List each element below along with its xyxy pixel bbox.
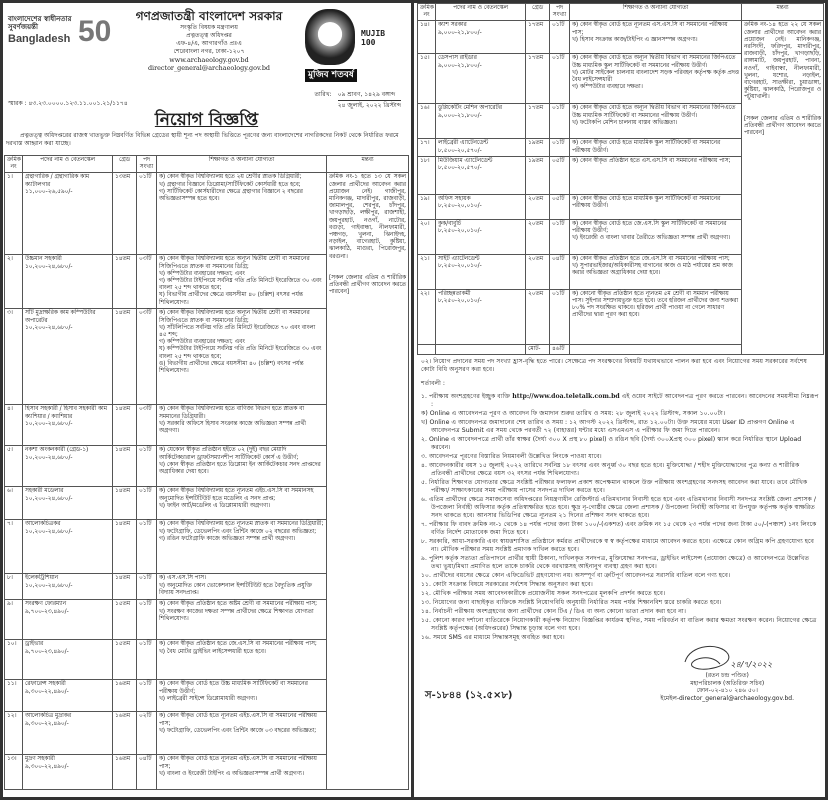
condition-1b: খ) Online এ আবেদনপত্র জমাদানের শেষ তারিখ ও সময় : ১২ আগস্ট ২০২২ খ্রিস্টাব্দ, রাত ১২.০০টা। উক্ত সময়ের মধ্যে User ID প্রাপ্তগণ Online এ আবেদনপত্র Submit এর সময় থেকে পরবর্তী ৭২ (বাহাত্তর) ঘন্টার মধ্যে এসএমএস এ পরীক্ষার ফি জমা দিতে পারবেন। (421, 419, 795, 434)
post-name-cell (23, 600, 113, 640)
salary-scale: ৯,০০০-২১,৮০০/- (438, 112, 482, 119)
post-count: ০১টি (137, 640, 157, 680)
condition-item: ১১. কোটা সংক্রান্ত বিষয়ে সরকারের সর্বশেষ সিদ্ধান্ত অনুসরণ করা হবে। (421, 581, 593, 588)
condition-item: ৩. আবেদনপত্র পূরণের বিস্তারিত নিয়মাবলী উল্লেখিত লিংকে পাওয়া যাবে। (421, 453, 602, 460)
memo-number: স্মারক : ৪৩.২৩.০০০০.১২৩.১১.০০১.২১/১১৭৪ (8, 100, 128, 107)
condition-item: ৮. সরকারি, আধা-সরকারি এবং স্বায়ত্তশাসিত প্রতিষ্ঠানে কর্মরত প্রার্থীদেরকে স্ব স্ব কর্তৃপক্ষের মাধ্যমে আবেদন করতে হবে। এক্ষেত্রে কোন অগ্রিম কপি গ্রহণযোগ্য হবে না। মৌখিক পরীক্ষার সময় সংশ্লিষ্ট প্রমাণক দাখিল করতে হবে। (421, 538, 814, 553)
date-label: তারিখ: (314, 91, 332, 98)
qualification-item: ক) কোন স্বীকৃত প্রতিষ্ঠান হতে অষ্টম শ্রেণী বা সমমানের পরীক্ষায় পাস; (159, 601, 318, 608)
remarks-note: [সকল জেলার এতিম ও শারীরিক প্রতিবন্ধী প্রার্থীগণ আবেদন করতে পারবেন] (329, 274, 406, 296)
page-title: নিয়োগ বিজ্ঞপ্তি (154, 110, 259, 130)
post-count: ০১টি (137, 446, 157, 487)
qualification-item: খ) কোন স্বীকৃত প্রতিষ্ঠান হতে ডিপ্লোমা ইন আর্কিটেকচার সনদ প্রাপ্তদের অগ্রাধিকার দেয়া হবে। (159, 461, 321, 476)
grade: ১৬তম (113, 712, 137, 755)
serial-number: ১৯। (418, 194, 436, 219)
signature-date: ২৪/৭/২০২২ (730, 660, 773, 669)
logo-brand: Bangladesh (8, 33, 71, 45)
qualification-item: ঘ) কম্পিউটার টাইপিংয়ে সর্বনিম্ন গতি প্রতি মিনিটে ইংরেজিতে ৩০ এবং বাংলা ২৫ শব্দ থাকতে হবে; (159, 346, 322, 360)
post-name-cell (23, 255, 113, 309)
grade: ২০তম (526, 219, 550, 254)
salary-scale: ৯,০০০-২১,৮০০/- (438, 29, 482, 36)
post-name: ইলেকট্রিশিয়ান (25, 575, 59, 582)
condition-item: ৬. এতিম প্রার্থীদের ক্ষেত্রে সমাজসেবা অধিদপ্তরের নিয়ন্ত্রণাধীন রেজিস্টার্ড এতিমখানার নিবাসী হতে হবে এবং এতিমখানার নিবাসী সনদপত্র সংশ্লিষ্ট জেলা প্রশাসক / উপজেলা নির্বাহী অফিসার কর্তৃক প্রতিস্বাক্ষরিত হতে হবে। ক্ষুদ্র নৃ-গোষ্ঠীর ক্ষেত্রে জেলা প্রশাসক / উপজেলা নির্বাহী অফিসার বা উপযুক্ত কর্তৃপক্ষ কর্তৃক স্বাক্ষরিত সনদ থাকতে হবে। আনসার ভিডিপির ক্ষেত্রে ন্যূনতম ২১ দিনের প্রশিক্ষণ সনদ থাকতে হবে। (421, 496, 816, 519)
post-name: ড্রাইভার (25, 641, 44, 648)
condition-1a: ক) Online এ আবেদনপত্র পূরণ ও আবেদন ফি জমাদান শুরুর তারিখ ও সময়: ২৮ জুলাই ২০২২ খ্রিস্টাব্দ, সকাল ১০.০০টা। (421, 410, 726, 417)
serial-number: ১৮। (418, 156, 436, 194)
salary-scale: ৯,৭০০-২৩,৪৯০/- (25, 648, 69, 655)
qualifications (157, 487, 327, 520)
logo-text: বাংলাদেশের স্বাধীনতার সুবর্ণজয়ন্তী (8, 15, 72, 31)
ministry: সংস্কৃতি বিষয়ক মন্ত্রণালয় (180, 24, 238, 31)
qualification-item: ক) কোন স্বীকৃত প্রতিষ্ঠান হতে এস.এস.সি বা সমমানের পরীক্ষায় পাস; (572, 157, 731, 164)
post-name: মুদ্রণ সহকারী (25, 756, 55, 763)
signature-icon (680, 642, 740, 676)
post-name-cell (23, 173, 113, 255)
post-name-cell (23, 309, 113, 405)
footer-row (421, 660, 820, 702)
salary-scale: ১০,২০০-২৪,৬৮০/- (25, 454, 73, 461)
qualifications (157, 712, 327, 755)
grade: ২০তম (526, 289, 550, 344)
post-count: ০১টি (550, 21, 570, 54)
government-header (116, 9, 302, 72)
column-header: পদের নাম ও বেতনস্কেল (23, 156, 113, 173)
qualification-item: গ) রঙিন ফটোগ্রাফি কাজে অভিজ্ঞতা সম্পন্ন প্রার্থী অগ্রগণ্য। (159, 535, 296, 542)
condition-item: ১৫. কোনো কারণ দর্শানো ব্যতিরেকে নিয়োগকারী কর্তৃপক্ষ নিয়োগ বিজ্ঞপ্তির কার্যক্রম স্থগিত, সময় পরিবর্তন বা বাতিল করার ক্ষমতা সংরক্ষণ করেন। নিয়োগের ক্ষেত্রে সংশ্লিষ্ট কর্তৃপক্ষের (অধিদপ্তরের) সিদ্ধান্ত চূড়ান্ত বলে গণ্য হবে। (421, 617, 817, 632)
post-name-cell (23, 446, 113, 487)
post-count: ০১টি (550, 54, 570, 104)
post-count: ০৪টি (137, 755, 157, 790)
qualification-item: ক) কোন স্বীকৃত বোর্ড হতে মাধ্যমিক স্কুল সার্টিফিকেট বা সমমানের পরীক্ষায় উত্তীর্ণ। (572, 195, 721, 210)
post-count: ০১টি (550, 289, 570, 344)
post-name-cell (23, 574, 113, 600)
serial-number: ৫। (5, 446, 23, 487)
salary-scale: ৮,২৫০-২০,০১০/- (438, 263, 482, 270)
salary-scale: ৯,৩০০-২২,৪৯০/- (25, 688, 69, 695)
posts-table-left (4, 155, 409, 790)
grade: ১৩তম (113, 173, 137, 255)
condition-item: ১২. মৌখিক পরীক্ষার সময় আবেদনকারীকে প্রয়োজনীয় সকল সনদপত্রের মূলকপি প্রদর্শন করতে হবে। (421, 590, 666, 597)
qualification-item: খ) কম্পিউটার ব্যবহারের দক্ষতা; এবং (159, 270, 245, 277)
qualification-item: ঙ) বিভাগীয় প্রার্থীদের ক্ষেত্রে বয়সসীমা ৪০ (চল্লিশ) বৎসর পর্যন্ত শিথিলযোগ্য। (159, 360, 304, 375)
qualifications (570, 139, 742, 156)
post-count: ০১টি (550, 219, 570, 254)
column-header: পদ সংখ্যা (550, 4, 570, 21)
post-name-cell (23, 487, 113, 520)
post-name: আলোকচিত্র মুদ্রাকর (25, 713, 72, 720)
post-count: ০১টি (137, 173, 157, 255)
post-name: রেফারেন্স সহকারী (25, 681, 66, 688)
post-name-cell (436, 104, 526, 139)
serial-number: ১০। (5, 640, 23, 680)
qualification-item: ক) কোন স্বীকৃত বিশ্ববিদ্যালয় হতে অন্যূন দ্বিতীয় শ্রেণী বা সমমানের সিজিপিএতে স্নাতক বা সমমানের ডিগ্রি; (159, 256, 310, 270)
qualification-item: খ) ফটোগ্রাফি, ডেভেলপিং এবং প্রিন্টিং কাজে ০৩ বছরের অভিজ্ঞতা; (159, 727, 317, 734)
post-name: অফিস সহায়ক (438, 195, 471, 202)
condition-item: ১০. প্রার্থীদের বয়সের ক্ষেত্রে কোন এফিডেভিট গ্রহণযোগ্য নয়। অসম্পূর্ণ বা ত্রুটিপূর্ণ আবেদনপত্র সরাসরি বাতিল বলে গণ্য হবে। (421, 572, 731, 579)
qualification-item: ক) কোন স্বীকৃত প্রতিষ্ঠান হতে জে.এস.সি বা সমমানের পরীক্ষায় পাস; (159, 641, 317, 648)
column-header: শিক্ষাগত ও অন্যান্য যোগ্যতা (570, 4, 742, 21)
grade: ২০তম (526, 254, 550, 289)
note-02: ০২। নিয়োগ প্রদানের সময় পদ সংখ্যা হ্রাস-বৃদ্ধি হতে পারে। সেক্ষেত্রে পদ সংরক্ষণের বিষয়টি যথাযথভাবে পালন করা হবে এবং নিয়োগের সময় সরকারের সর্বশেষ কোটা বিধি অনুসরণ করা হবে। (421, 358, 807, 373)
post-count: ০১টি (137, 574, 157, 600)
qualification-item: ক) কোন স্বীকৃত বিশ্ববিদ্যালয় হতে ন্যূনতম স্নাতক বা সমমানের ডিগ্রিধারী; (159, 521, 324, 528)
serial-number: ১১। (5, 680, 23, 712)
website: www.archaeology.gov.bd (169, 56, 249, 64)
signatory-name: (রতন চন্দ্র পণ্ডিত) (705, 672, 749, 679)
qualifications (570, 54, 742, 104)
signature-block (660, 660, 794, 702)
salary-scale: ৯,৩০০-২২,৪৯০/- (25, 763, 69, 770)
qualifications (570, 194, 742, 219)
qualifications (157, 574, 327, 600)
column-header: ক্রমিক নং (5, 156, 23, 173)
condition-item: ১৪. নির্বাচনী পরীক্ষায় অংশগ্রহণের জন্য প্রার্থীদের কোন টিএ / ডিএ বা অন্য কোনো ভাতা প্রদান করা হবে না। (421, 608, 686, 615)
post-name-cell (436, 156, 526, 194)
salary-scale: ১০,২০০-২৪,৬৮০/- (25, 495, 73, 502)
post-name-cell (23, 712, 113, 755)
qualification-item: ক) কোন স্বীকৃত বিশ্ববিদ্যালয় হতে অন্যূন দ্বিতীয় শ্রেণী বা সমমানের সিজিপিএতে স্নাতক বা সমমানের ডিগ্রি; (159, 310, 310, 324)
table-header (5, 156, 409, 173)
qualification-item: খ) মোটর সাইকেল চালনায় বাংলাদেশ সড়ক পরিবহন কর্তৃপক্ষ কর্তৃক প্রদত্ত বৈধ লাইসেন্সধারী (572, 69, 739, 84)
mujib-logo-bn: মুজিব শতবর্ষ (305, 69, 357, 82)
post-name: উচ্চমান সহকারী (25, 256, 62, 263)
post-count: ০৪টি (550, 254, 570, 289)
column-header: মন্তব্য (742, 4, 824, 21)
qualifications (157, 309, 327, 405)
qualifications (157, 640, 327, 680)
post-name: ডেসপাস রাইডার (438, 55, 477, 62)
condition-item: ৯. পুলিশ কর্তৃক সত্যতা প্রতিপাদনে প্রার্থীর স্থায়ী ঠিকানা, দাখিলকৃত সনদপত্র, মুক্তিযোদ্ধা সনদপত্র, ড্রাইভিং লাইসেন্স (প্রযোজ্য ক্ষেত্রে) ও আবেদনপত্রে উল্লেখিত তথ্য ভুয়া/মিথ্যা প্রমাণিত হলে তাকে চাকরি থেকে বরখাস্তসহ আইনানুগ ব্যবস্থা গ্রহণ করা হবে। (421, 555, 810, 570)
qualification-item: ক) কোন স্বীকৃত বিশ্ববিদ্যালয় হতে ২য় শ্রেণীর স্নাতক ডিগ্রিধারী; (159, 174, 302, 181)
post-count: ০১টি (550, 104, 570, 139)
grade: ১৫তম (113, 600, 137, 640)
post-name-cell (436, 254, 526, 289)
signatory-designation: মহাপরিচালক (অতিরিক্ত সচিব) (690, 679, 765, 687)
grade: ১৯তম (526, 139, 550, 156)
post-name: ক্যাশ সরকার (438, 22, 467, 29)
grade: ১৪তম (113, 520, 137, 574)
left-column (4, 3, 409, 797)
grade: ১৪তম (113, 446, 137, 487)
letterhead (4, 3, 409, 155)
post-count: ০১টি (137, 520, 157, 574)
email: director_general@archaeology.gov.bd (147, 64, 271, 72)
post-count: ০৩টি (137, 309, 157, 405)
qualifications (570, 219, 742, 254)
column-header: পদ সংখ্যা (137, 156, 157, 173)
mujib-logo-en: MUJIB 100 (361, 29, 386, 47)
post-name-cell (23, 405, 113, 446)
qualification-item: খ) হিসাব সংক্রান্ত কাজ/টাইপিং এ জ্ঞানসম্পন্ন অগ্রগণ্য। (572, 36, 698, 43)
total-label: মোট- (526, 344, 550, 354)
qualifications (570, 289, 742, 344)
grade: ১৭তম (526, 104, 550, 139)
condition-1-text-2: এই ওয়েব সাইটে আবেদনপত্র পূরণ করতে পারবেন। আবেদনের সময়সীমা নিম্নরূপ : (431, 393, 819, 408)
grade: ২০তম (526, 194, 550, 219)
salary-scale: ১০,২০০-২৪,৬৮০/- (25, 420, 73, 427)
qualification-item: ক) এস.এস.সি পাস। (159, 575, 207, 582)
qualification-item: ক) যেকোন স্বীকৃত প্রতিষ্ঠান হইতে ০২ (দুই) বছর মেয়াদি আর্কিটেকচারাল ড্রাফটসম্যানশীপ সার্টিফিকেট কোর্স এ উত্তীর্ণ; (159, 447, 299, 461)
qualification-item: খ) বাংলা ও ইংরেজী টাইপিং এ অভিজ্ঞতাসম্পন্ন প্রার্থী অগ্রগণ্য। (159, 770, 304, 777)
date-block (314, 91, 401, 109)
column-header: শিক্ষাগত ও অন্যান্য যোগ্যতা (157, 156, 327, 173)
post-name-cell (23, 755, 113, 790)
post-name: সহকারী মডেলার (25, 488, 64, 495)
grade: ১৪তম (113, 255, 137, 309)
salary-scale: ১১,০০০-২৬,৫৯০/- (25, 188, 73, 195)
serial-number: ২২। (418, 289, 436, 344)
qualifications (157, 755, 327, 790)
post-count: ০৩টি (137, 255, 157, 309)
post-name-cell (436, 21, 526, 54)
qualification-item: ক) কোন স্বীকৃত বোর্ড হতে মাধ্যমিক স্কুল সার্টিফিকেট বা সমমানের পরীক্ষায় উত্তীর্ণ। (572, 140, 721, 154)
qualification-item: গ) কম্পিউটার ব্যবহারে দক্ষতা। (572, 84, 643, 91)
qualification-item: ক) কোন স্বীকৃত বোর্ড হতে জে.এস.সি স্কুল সার্টিফিকেট বা সমমানের পরীক্ষায় উত্তীর্ণ; (572, 220, 727, 235)
qualifications (570, 104, 742, 139)
qualifications (570, 254, 742, 289)
post-count: ০১টি (137, 600, 157, 640)
qualification-item: ক) কোন স্বীকৃত প্রতিষ্ঠান হতে জে.এস.সি বা সমমানের পরীক্ষায় পাস; (572, 255, 730, 262)
serial-number: ২০। (418, 219, 436, 254)
table-row (5, 173, 409, 255)
qualification-item: গ) কম্পিউটার টাইপিংয়ে সর্বনিম্ন গতি প্রতি মিনিটে ইংরেজিতে ৩০ এবং বাংলা ২৫ শব্দ থাকতে হবে; (159, 278, 322, 292)
post-name: কুক/বাবুর্চি (438, 220, 461, 227)
gov-title: গণপ্রজাতন্ত্রী বাংলাদেশ সরকার (135, 9, 283, 23)
post-count: ০৫টি (550, 156, 570, 194)
post-name-cell (23, 640, 113, 680)
post-count: ০১টি (137, 680, 157, 712)
post-name: সাঁট মুদ্রাক্ষরিক কাম কম্পিউটার অপারেটর (25, 310, 96, 324)
date-bangla: ০৯ শ্রাবণ, ১৪২৯ বঙ্গাব্দ (338, 91, 401, 101)
address-line-2: শেরেবাংলা নগর, ঢাকা-১২০৭ (173, 48, 245, 55)
post-count: ০২টি (137, 712, 157, 755)
column-header: পদের নাম ও বেতনস্কেল (436, 4, 526, 21)
salary-scale: ৮,২৫০-২০,০১০/- (438, 228, 482, 235)
qualifications (157, 600, 327, 640)
column-divider (411, 0, 414, 800)
salary-scale: ১০,২০০-২৪,৬৮০/- (25, 582, 73, 589)
remarks (742, 21, 824, 355)
condition-1 (421, 393, 820, 409)
serial-number: ১৭। (418, 139, 436, 156)
signatory-email: ইমেইল-director_general@archaeology.gov.bd. (660, 694, 794, 702)
grade: ১৫তম (113, 640, 137, 680)
post-name-cell (23, 520, 113, 574)
salary-scale: ১০,২০০-২৪,৬৮০/- (25, 263, 73, 270)
serial-number: ১৪। (418, 21, 436, 54)
qualification-item: খ) লাইব্রেরী সাইন্সে ডিপ্লোমাধারী অগ্রগণ্য। (159, 695, 258, 702)
application-link[interactable]: http://www.doa.teletalk.com.bd (512, 393, 620, 400)
qualification-item: খ) সুপারভাইজার/অধিকারীসহ বাগানের কাজ ও মাঠ পর্যায়ের শ্রম কাজ করার অভিজ্ঞতা অগ্রাধিকার দেয়া হবে। (572, 263, 733, 277)
post-name-cell (23, 680, 113, 712)
grade: ১৬তম (113, 755, 137, 790)
column-header: গ্রেড (526, 4, 550, 21)
remarks-text: ক্রমিক নং-১৪ হতে ২২ যে সকল জেলার প্রার্থীদের আবেদন করার প্রয়োজন নেই। মানিকগঞ্জ, নরসিংদী, ফরিদপুর, মাদারীপুর, রাজবাড়ী, চাঁদপুর, খাগড়াছড়ি, রাঙ্গামাটি, জয়পুরহাট, পাবনা, নওগাঁ, গাইবান্ধা, নীলফামারী, খুলনা, যশোর, নড়াইল, বাগেরহাট, সাতক্ষীরা, চুয়াডাঙ্গা, কুষ্টিয়া, ঝালকাঠি, পিরোজপুর ও পটুয়াখালী। (744, 22, 821, 101)
qualification-item: ক) কোন স্বীকৃত বোর্ড হতে উচ্চ মাধ্যমিক সার্টিফিকেট বা সমমানের পরীক্ষায় উত্তীর্ণ; (159, 681, 308, 695)
posts-table-right (417, 3, 824, 355)
post-name-cell (436, 139, 526, 156)
post-count: ০১টি (550, 139, 570, 156)
table-row (418, 21, 824, 54)
post-name-cell (436, 289, 526, 344)
qualifications (157, 173, 327, 255)
post-name-cell (436, 194, 526, 219)
remarks-text: ক্রমিক নং-১ হতে ১৩ যে সকল জেলার প্রার্থীদের আবেদন করার প্রয়োজন নেই। গাজীপুর, মানিকগঞ্জ, মাদারীপুর, রাজবাড়ী, জামালপুর, শেরপুর, চাঁদপুর, খাগড়াছড়ি, লক্ষীপুর, রাজশাহী, জয়পুরহাট, নওগাঁ, নাটোর, বগুড়া, গাইবান্ধা, নীলফামারী, পঞ্চগড়, খুলনা, ঝিনাইদহ, নড়াইল, বাগেরহাট, কুষ্টিয়া, ঝালকাঠি, মাগুরা, পিরোজপুর, বরগুনা। (329, 174, 406, 260)
conditions-heading: শর্তাবলী : (421, 380, 445, 387)
post-count: ০১টি (137, 487, 157, 520)
post-name: গ্রন্থাগারিক / গ্রন্থাগারিক কাম ক্যাটালগার (25, 174, 90, 188)
grade: ১৬তম (113, 680, 137, 712)
qualification-item: খ) ফটোগ্রাফি, ডেভেলপিং এবং প্রিন্টিং কাজে ০২ বছরের অভিজ্ঞতা; (159, 528, 317, 535)
column-header: গ্রেড (113, 156, 137, 173)
serial-number: ২। (5, 255, 23, 309)
logo-text-block (8, 15, 76, 46)
condition-item: ২. Online এ আবেদনপত্রে প্রার্থী তাঁর স্বাক্ষর (দৈর্ঘ্য ৩০০ X প্রস্থ ৮০ pixel) ও রঙিন ছবি (দৈর্ঘ্য ৩০০Xপ্রস্থ ৩০০ pixel) স্ক্যান করে নির্ধারিত স্থানে Upload করবেন। (421, 436, 802, 451)
golden-jubilee-logo (8, 15, 112, 75)
qualification-item: ক) কোনো স্বীকৃত প্রতিষ্ঠান হতে ন্যূনতম ৫ম শ্রেণী বা সমমান পরীক্ষায় পাস। সুইপার সম্প্রদায়ভুক্ত হতে হবে। তবে হরিজন প্রার্থীদের জন্য শতকরা ৮০% পদ সংরক্ষিত থাকবে। হরিজন প্রার্থী পাওয়া না গেলে সাধারণ প্রার্থীদের দ্বারা পূরণ করা হবে। (572, 290, 739, 319)
serial-number: ১৫। (418, 54, 436, 104)
post-name: সাইট এ্যাটেনডেন্ট (438, 255, 480, 262)
salary-scale: ৮,২৫০-২০,০১০/- (438, 298, 482, 305)
qualifications (570, 21, 742, 54)
condition-1-text: ১. পরীক্ষায় অংশগ্রহণের ইচ্ছুক ব্যক্তি (421, 393, 511, 400)
grade: ১৭তম (526, 21, 550, 54)
serial-number: ৮। (5, 574, 23, 600)
signatory-phone: ফোন-০২-৪১০ ২৪৬ ৫০। (696, 687, 758, 695)
qualification-item: ক) কোন স্বীকৃত বোর্ড হতে অন্যূন দ্বিতীয় বিভাগ বা সমমানের জিপিএতে উচ্চ মাধ্যমিক সার্টিফিকেট বা সমমানের পরীক্ষায় উত্তীর্ণ। (572, 105, 736, 119)
salary-scale: ১০,২০০-২৪,৬৮০/- (25, 324, 73, 331)
serial-number: ৪। (5, 405, 23, 446)
table-header (418, 4, 824, 21)
qualification-item: খ) অনুমোদিত কোন ভোকেশনাল ইন্সটিটিউট হতে বৈদ্যুতিক প্রযুক্তি বিদ্যায় সনদপ্রাপ্ত। (159, 582, 312, 596)
salary-scale: ৯,০০০-২১,৮০০/- (438, 62, 482, 69)
serial-number: ৩। (5, 309, 23, 405)
condition-item: ৪. আবেদনকারীর বয়স ১৫ জুলাই ২০২২ তারিখে সর্বনিম্ন ১৮ বৎসর এবং অনুর্ধ্ব ৩০ বছর হতে হবে। মুক্তিযোদ্ধা / শহীদ মুক্তিযোদ্ধাদের পুত্র কন্যা ও শারীরিক প্রতিবন্ধী প্রার্থীদের ক্ষেত্রে বয়স ৩২ বৎসর পর্যন্ত শিথিলযোগ্য। (421, 462, 800, 477)
grade: ১৭তম (526, 54, 550, 104)
qualification-item: খ) ফাইন আর্ট/মডেলিং এ ডিপ্লোমাধারী অগ্রগণ্য। (159, 502, 271, 509)
condition-item: ১৩. নিয়োগের জন্য বাছাইকৃত ব্যক্তিকে সংশ্লিষ্ট নিয়োগবিধি অনুযায়ী নির্ধারিত সময় পর্যন্ত শিক্ষানবিশ স্তরে চাকরি করতে হবে। (421, 599, 722, 606)
grade: ১৯তম (526, 156, 550, 194)
intro-paragraph: প্রত্নতত্ত্ব অধিদপ্তরের রাজস্ব খাতভুক্ত নিম্নবর্ণিত বিভিন্ন গ্রেডের স্থায়ী শূন্য পদ অস্থায়ী ভিত্তিতে পূরণের জন্য বাংলাদেশের নাগরিকদের নিকট থেকে নির্ধারিত ফরমে দরখাস্ত আহ্বান করা যাচ্ছে। (6, 132, 399, 147)
post-name: হিসাব সহকারী / হিসাব সহকারী কাম ক্যাশিয়ার / ক্যাশিয়ার (25, 406, 107, 420)
post-count: ০৫টি (550, 194, 570, 219)
serial-number: ১৬। (418, 104, 436, 139)
mujib-100-logo (305, 9, 405, 89)
salary-scale: ৮,৫০০-২০,৫৭০/- (438, 147, 482, 154)
address-line-1: এফ-৪/এ, আগারগাঁও প্রঃএ (176, 40, 242, 47)
post-name: সংরক্ষণ ফোরম্যান (25, 601, 67, 608)
ad-code: স-১৮৪৪ (১২.৫×৮) (425, 690, 513, 702)
qualifications (157, 405, 327, 446)
qualification-item: খ) সাঁটলিপিতে সর্বনিম্ন গতি প্রতি মিনিটে ইংরেজিতে ৭০ এবং বাংলা ৪৫ শব্দ; (159, 324, 316, 339)
qualification-item: ক) কোন স্বীকৃত বোর্ড হতে ন্যূনতম এইচ.এস.সি বা সমমানের পরীক্ষায় পাস; (159, 713, 317, 727)
qualifications (157, 520, 327, 574)
post-count: ০৩টি (137, 405, 157, 446)
grade: ১৪তম (113, 309, 137, 405)
qualification-item: ক) কোন স্বীকৃত বিশ্ববিদ্যালয় হতে বাণিজ্য বিভাগ হতে স্নাতক বা সমমানের ডিগ্রিধারী। (159, 406, 304, 420)
serial-number: ৯। (5, 600, 23, 640)
column-header: ক্রমিক নং (418, 4, 436, 21)
qualification-item: গ) কম্পিউটার ব্যবহারের দক্ষতা; এবং (159, 339, 245, 346)
post-name: নকশা অংকনকারী (গ্রেড-১) (25, 447, 89, 454)
condition-item: ৭. পরীক্ষার ফি বাবদ ক্রমিক নং-১ থেকে ১৪ পর্যন্ত পদের জন্য টাকা ১০০/-(একশত) এবং ক্রমিক নং ১৫ থেকে ২৩ পর্যন্ত পদের জন্য টাকা ৫০/-(পঞ্চাশ) ১নং লিংকে বর্ণিত নির্দেশ মোতাবেক জমা দিতে হবে। (421, 521, 817, 536)
post-name: ডুপ্লিকেটিং মেশিন অপারেটর (438, 105, 502, 112)
condition-item: ১৬. সময়ে SMS এর মাধ্যমে সিদ্ধান্তসমূহ অবহিত করা হবে। (421, 634, 565, 641)
salary-scale: ৮,৫০০-২০,৫৭০/- (438, 165, 482, 172)
salary-scale: ৯,৩০০-২২,৪৯০/- (25, 720, 69, 727)
portrait-icon (305, 9, 355, 65)
serial-number: ৭। (5, 520, 23, 574)
post-name-cell (436, 54, 526, 104)
serial-number: ৬। (5, 487, 23, 520)
logo-number: 50 (78, 15, 112, 48)
qualifications (570, 156, 742, 194)
grade: ১৪তম (113, 405, 137, 446)
date-gregorian: ২৪ জুলাই, ২০২২ খ্রিস্টাব্দ (337, 101, 401, 109)
remarks-note: [সকল জেলার এতিম ও শারীরিক প্রতিবন্ধী প্রার্থীগণ আবেদন করতে পারবেন] (744, 115, 821, 137)
serial-number: ২১। (418, 254, 436, 289)
post-name: পরিচ্ছন্নতাকর্মী (438, 290, 471, 297)
post-name: মিউজিয়াম এ্যাটেনডেন্ট (438, 157, 493, 164)
qualifications (157, 680, 327, 712)
qualification-item: খ) সংরক্ষণ কাজের দক্ষতা সম্পন্ন প্রার্থীদের ক্ষেত্রে শিক্ষাগত যোগ্যতা শিথিলযোগ্য। (159, 608, 314, 622)
qualification-item: খ) সরকারি অফিসে হিসাব সংক্রান্ত কাজে অভিজ্ঞতা সম্পন্ন প্রার্থী অগ্রগণ্য। (159, 420, 306, 435)
grade: ১৪তম (113, 487, 137, 520)
qualification-item: ক) কোন স্বীকৃত বিশ্ববিদ্যালয় হতে ন্যূনতম এইচ.এস.সি বা সমমানসহ অনুমোদিত ইন্সটিটিউট হতে মডেলিং এ সনদ প্রাপ্ত; (159, 488, 314, 502)
remarks (327, 173, 409, 790)
condition-item: ৫. নির্ধারিত শিক্ষাগত যোগ্যতার ক্ষেত্রে সংশ্লিষ্ট পরীক্ষার ফলাফল প্রকাশ অপেক্ষমান থাকলে উক্ত পরীক্ষায় অংশগ্রহণের সনদসহ আবেদন করা যাবে। তবে মৌখিক পরীক্ষা/ সাক্ষাৎকারের সময় পরীক্ষায় পাসের সনদপত্র দাখিল করতে হবে। (421, 479, 808, 494)
qualification-item: গ) সার্টিফিকেট কোর্সধারীদের ক্ষেত্রে গ্রন্থাগার বিজ্ঞানে ২ বছরের অভিজ্ঞতাসম্পন্ন হতে হবে। (159, 188, 303, 203)
serial-number: ১২। (5, 712, 23, 755)
post-name: লাইব্রেরী এ্যাটেনডেন্ট (438, 140, 489, 147)
post-name-cell (436, 219, 526, 254)
salary-scale: ৮,২৫০-২০,০১০/- (438, 203, 482, 210)
post-name: আলোকচিত্রকর (25, 521, 61, 528)
salary-scale: ৯,৭০০-২৩,৪৯০/- (25, 608, 69, 615)
qualification-item: খ) বৈধ মোটর ড্রাইভিং লাইসেন্সধারী হতে হবে। (159, 648, 266, 655)
serial-number: ১। (5, 173, 23, 255)
qualifications (157, 255, 327, 309)
salary-scale: ১০,২০০-২৪,৬৮০/- (25, 528, 73, 535)
notes-section (421, 358, 820, 702)
qualification-item: খ) গ্রন্থাগার বিজ্ঞানে ডিপ্লোমা/সার্টিফিকেট কোর্সধারী হতে হবে; (159, 181, 301, 188)
right-column (417, 3, 824, 797)
qualification-item: খ) ফটোকপি মেশিন চালনায় বাস্তব অভিজ্ঞতা। (572, 119, 678, 126)
qualification-item: ক) কোন স্বীকৃত বোর্ড হতে অন্যূন দ্বিতীয় বিভাগ বা সমমানের জিপিএতে উচ্চ মাধ্যমিক স্কুল সার্টিফিকেট বা সমমানের পরীক্ষায় উত্তীর্ণ। (572, 55, 736, 69)
qualification-item: খ) ইংরেজী ও বাংলা খাবার তৈরীতে অভিজ্ঞতা সম্পন্ন প্রার্থী অগ্রগণ্য। (572, 235, 731, 242)
qualification-item: ক) কোন স্বীকৃত বোর্ড হতে ন্যূনতম এস.এস.সি বা সমমানের পরীক্ষায় পাস; (572, 22, 728, 36)
grade: ১৪তম (113, 574, 137, 600)
qualification-item: ঘ) বিভাগীয় প্রার্থীদের ক্ষেত্রে বয়সসীমা ৪০ (চল্লিশ) বৎসর পর্যন্ত শিথিলযোগ্য। (159, 292, 303, 306)
qualification-item: ক) কোন স্বীকৃত বোর্ড হতে ন্যূনতম এইচ.এস.সি বা সমমানের পরীক্ষায় পাস; (159, 756, 317, 770)
qualifications (157, 446, 327, 487)
column-header: মন্তব্য (327, 156, 409, 173)
serial-number: ১৩। (5, 755, 23, 790)
department: প্রত্নতত্ত্ব অধিদপ্তর (186, 32, 232, 39)
total-value: ৪৬টি (550, 344, 570, 354)
